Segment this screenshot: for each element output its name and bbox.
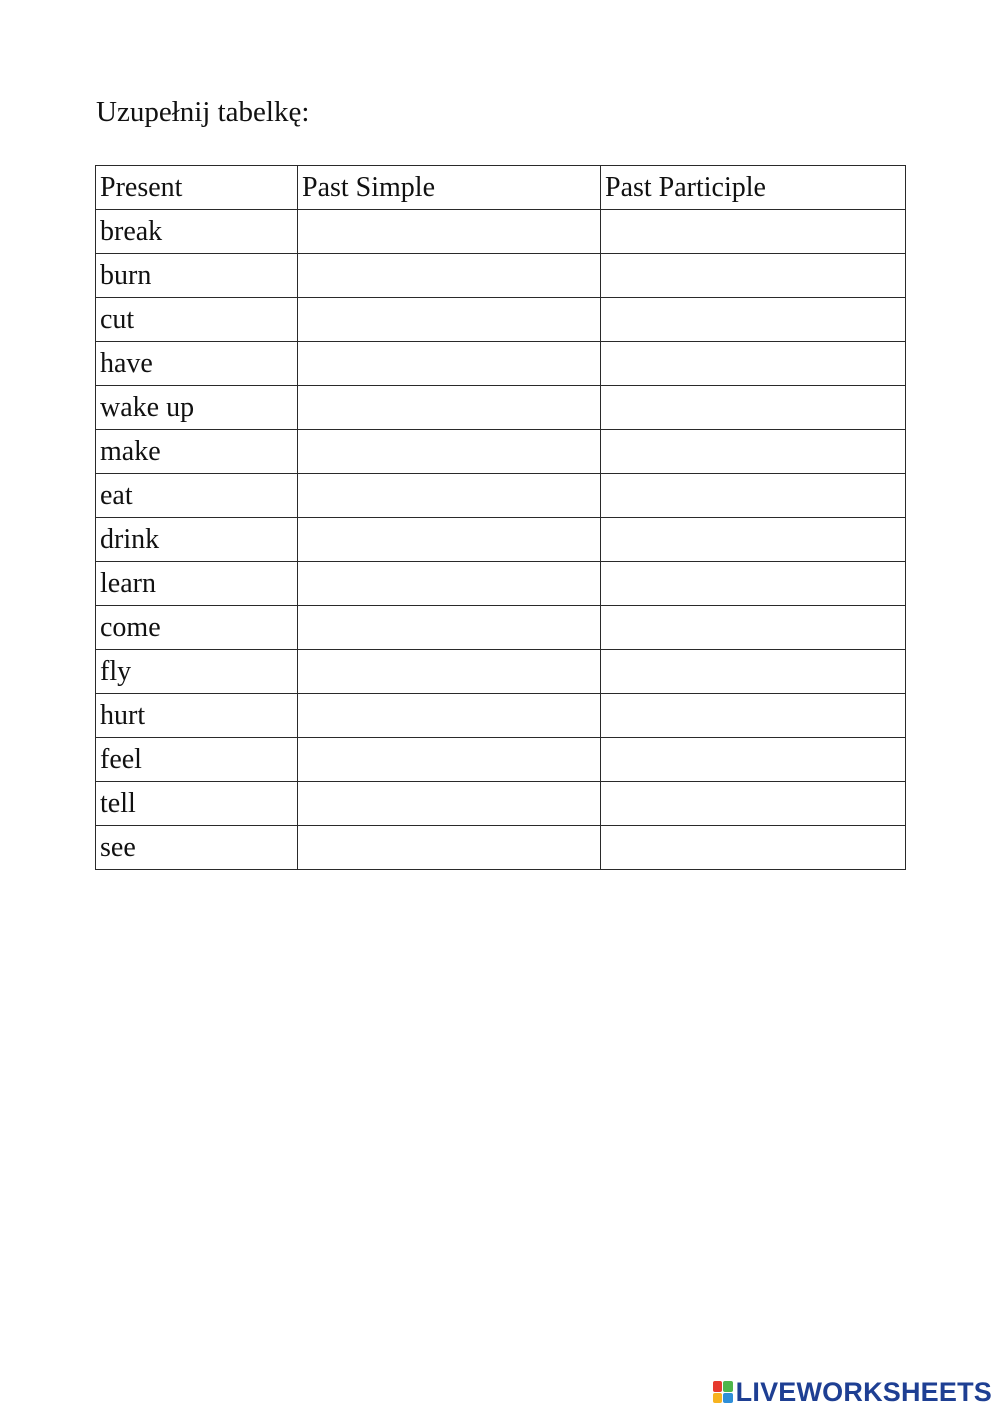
table-body: [96, 210, 906, 870]
past-participle-answer-field[interactable]: [601, 694, 906, 738]
past-simple-answer-field[interactable]: [298, 738, 601, 782]
table-row: [96, 738, 906, 782]
past-participle-answer-field[interactable]: [601, 430, 906, 474]
present-verb-cell: burn: [96, 254, 298, 298]
past-simple-answer-field[interactable]: [298, 694, 601, 738]
liveworksheets-wordmark: LIVEWORKSHEETS: [735, 1377, 992, 1407]
table-row: [96, 430, 906, 474]
past-simple-answer-field[interactable]: [298, 650, 601, 694]
past-participle-answer-field[interactable]: [601, 254, 906, 298]
table-row: [96, 826, 906, 870]
past-simple-answer-field[interactable]: [298, 606, 601, 650]
present-verb-cell: break: [96, 210, 298, 254]
past-simple-answer-field[interactable]: [298, 342, 601, 386]
past-participle-answer-field[interactable]: [601, 474, 906, 518]
present-verb-cell: hurt: [96, 694, 298, 738]
logo-square-3: [713, 1393, 723, 1404]
header-past-simple: Past Simple: [298, 166, 601, 210]
table-row: [96, 518, 906, 562]
past-simple-answer-field[interactable]: [298, 562, 601, 606]
past-participle-answer-field[interactable]: [601, 342, 906, 386]
past-participle-answer-field[interactable]: [601, 386, 906, 430]
past-simple-answer-field[interactable]: [298, 518, 601, 562]
logo-square-4: [723, 1393, 733, 1404]
table-row: [96, 298, 906, 342]
table-row: [96, 694, 906, 738]
past-participle-answer-field[interactable]: [601, 606, 906, 650]
header-present: Present: [96, 166, 298, 210]
past-participle-answer-field[interactable]: [601, 782, 906, 826]
present-verb-cell: make: [96, 430, 298, 474]
table-row: [96, 606, 906, 650]
present-verb-cell: eat: [96, 474, 298, 518]
worksheet-instruction: Uzupełnij tabelkę:: [96, 96, 310, 128]
table-row: [96, 254, 906, 298]
liveworksheets-logo-icon: [713, 1381, 733, 1403]
present-verb-cell: tell: [96, 782, 298, 826]
past-participle-answer-field[interactable]: [601, 298, 906, 342]
present-verb-cell: learn: [96, 562, 298, 606]
past-participle-answer-field[interactable]: [601, 738, 906, 782]
table-row: [96, 210, 906, 254]
past-simple-answer-field[interactable]: [298, 210, 601, 254]
header-past-participle: Past Participle: [601, 166, 906, 210]
logo-square-2: [723, 1381, 733, 1392]
past-simple-answer-field[interactable]: [298, 254, 601, 298]
table-row: [96, 386, 906, 430]
present-verb-cell: drink: [96, 518, 298, 562]
past-participle-answer-field[interactable]: [601, 562, 906, 606]
past-participle-answer-field[interactable]: [601, 826, 906, 870]
table-row: [96, 782, 906, 826]
past-participle-answer-field[interactable]: [601, 650, 906, 694]
present-verb-cell: have: [96, 342, 298, 386]
past-simple-answer-field[interactable]: [298, 430, 601, 474]
present-verb-cell: come: [96, 606, 298, 650]
past-simple-answer-field[interactable]: [298, 826, 601, 870]
present-verb-cell: feel: [96, 738, 298, 782]
past-participle-answer-field[interactable]: [601, 210, 906, 254]
present-verb-cell: wake up: [96, 386, 298, 430]
past-simple-answer-field[interactable]: [298, 474, 601, 518]
liveworksheets-branding: [713, 1377, 992, 1407]
present-verb-cell: see: [96, 826, 298, 870]
irregular-verbs-table: [95, 165, 906, 870]
table-row: [96, 474, 906, 518]
present-verb-cell: fly: [96, 650, 298, 694]
past-simple-answer-field[interactable]: [298, 298, 601, 342]
past-simple-answer-field[interactable]: [298, 782, 601, 826]
table-row: [96, 650, 906, 694]
table-row: [96, 342, 906, 386]
present-verb-cell: cut: [96, 298, 298, 342]
past-participle-answer-field[interactable]: [601, 518, 906, 562]
table-row: [96, 562, 906, 606]
logo-square-1: [713, 1381, 723, 1392]
table-header-row: [96, 166, 906, 210]
past-simple-answer-field[interactable]: [298, 386, 601, 430]
